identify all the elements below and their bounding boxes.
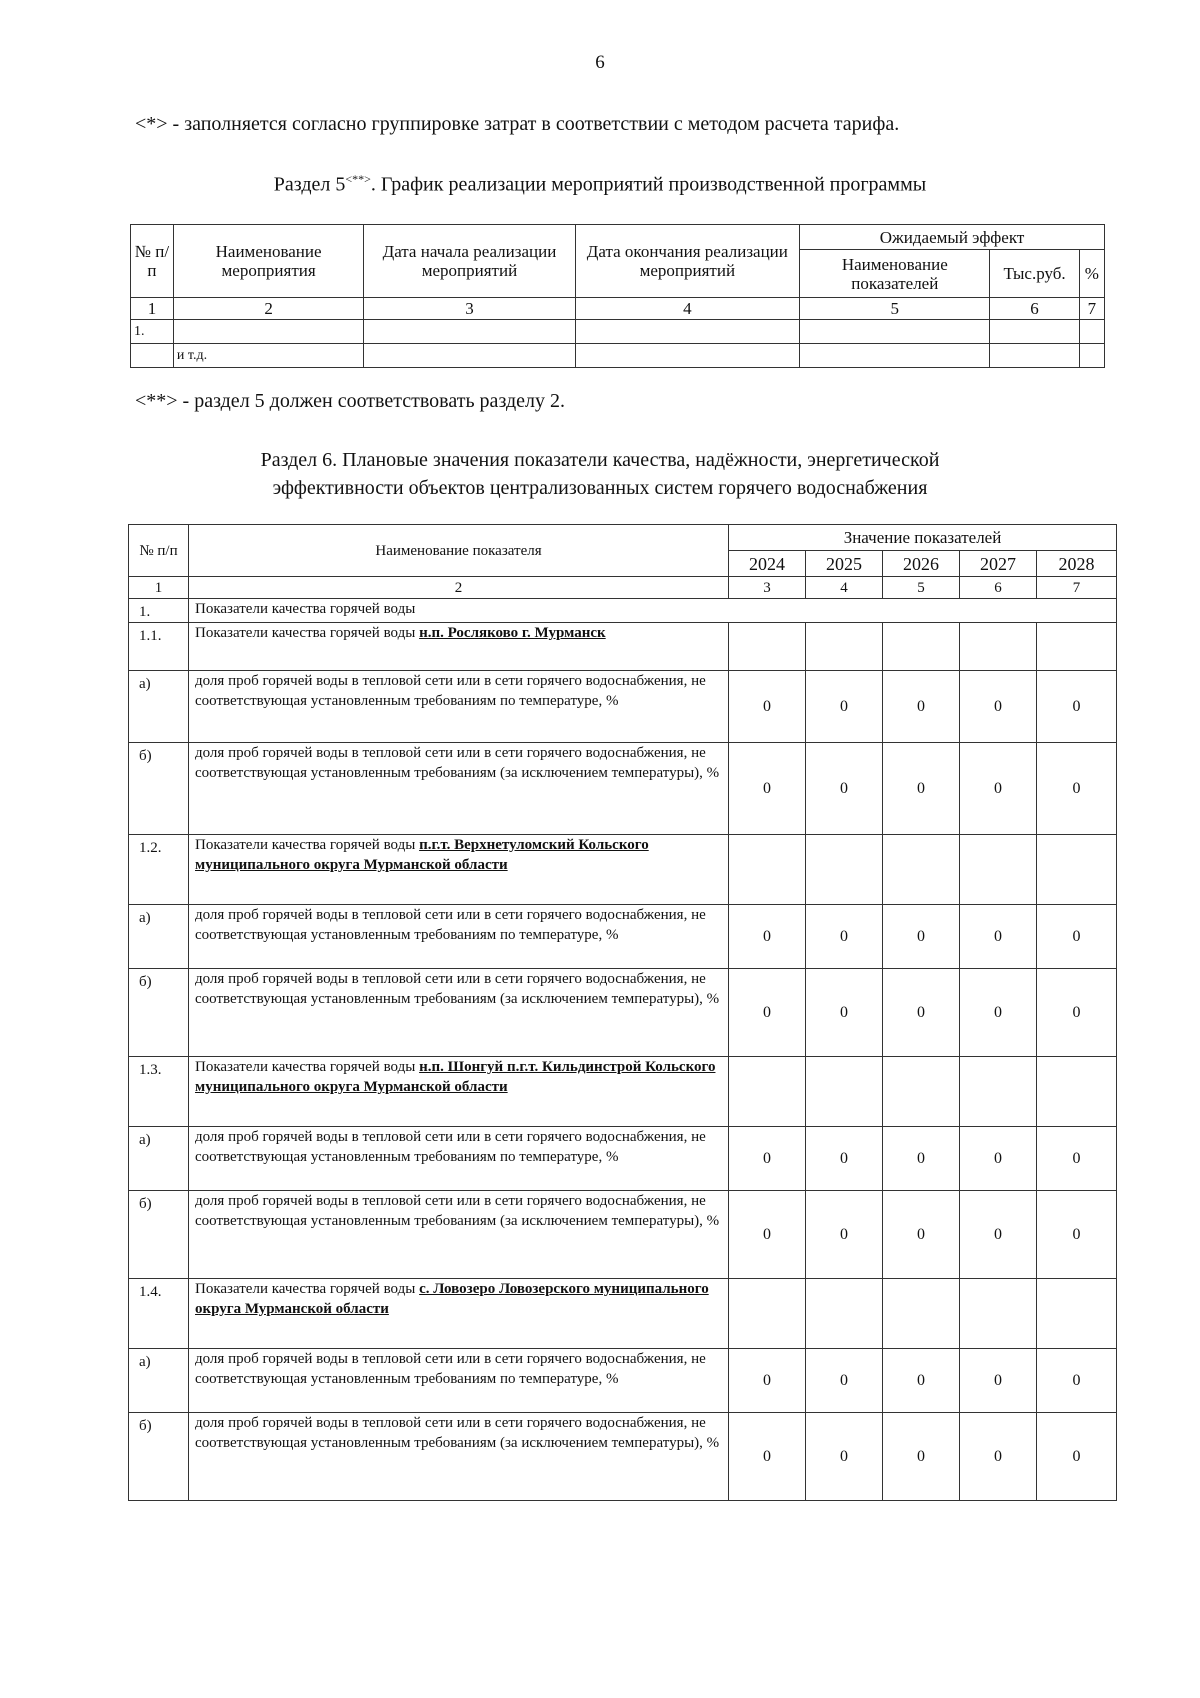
- table-row: [129, 1349, 1117, 1413]
- indicator-value: 0: [806, 671, 883, 743]
- empty-cell: [729, 623, 806, 671]
- s5-index-row: [131, 298, 1105, 320]
- table-row: [131, 344, 1105, 368]
- empty-cell: [1037, 1279, 1117, 1349]
- subgroup-place: н.п. Шонгуй п.г.т. Кильдинстрой Кольского муниципального округа Мурманской области: [195, 1059, 716, 1095]
- indicator-value: 0: [729, 1349, 806, 1413]
- s6-year: 2026: [883, 551, 960, 577]
- empty-cell: [883, 1279, 960, 1349]
- s6-index-cell: 1: [129, 577, 189, 599]
- empty-cell: [883, 623, 960, 671]
- empty-cell: [960, 1057, 1037, 1127]
- indicator-value: 0: [883, 1349, 960, 1413]
- subgroup-title: [189, 1279, 729, 1349]
- empty-cell: [806, 623, 883, 671]
- empty-cell: [1037, 623, 1117, 671]
- section5-note: <**> - раздел 5 должен соответствовать разделу 2.: [135, 390, 566, 412]
- subgroup-row: [129, 623, 1117, 671]
- subgroup-title: [189, 835, 729, 905]
- indicator-value: 0: [806, 905, 883, 969]
- s5-row-name: [173, 320, 363, 344]
- s5-row-name: и т.д.: [173, 344, 363, 368]
- s6-year: 2028: [1037, 551, 1117, 577]
- indicator-value: 0: [1037, 1127, 1117, 1191]
- indicator-value: 0: [1037, 905, 1117, 969]
- table-row: [129, 905, 1117, 969]
- s6-year: 2025: [806, 551, 883, 577]
- section5-title: [0, 172, 1200, 197]
- empty-cell: [729, 835, 806, 905]
- indicator-text: доля проб горячей воды в тепловой сети или в сети горячего водоснабжения, не соответствующая установленным требованиям (за исключением температуры), %: [189, 969, 729, 1057]
- s6-group-num: 1.: [129, 599, 189, 623]
- section6-title-line1: Раздел 6. Плановые значения показатели качества, надёжности, энергетической: [260, 449, 940, 471]
- empty-cell: [806, 1279, 883, 1349]
- s6-index-row: [129, 577, 1117, 599]
- table-row: [129, 1191, 1117, 1279]
- s6-index-cell: 7: [1037, 577, 1117, 599]
- s6-year: 2024: [729, 551, 806, 577]
- indicator-value: 0: [806, 969, 883, 1057]
- section6-table: [128, 524, 1117, 1501]
- indicator-num: а): [129, 905, 189, 969]
- indicator-value: 0: [883, 969, 960, 1057]
- s6-header-num: № п/п: [129, 525, 189, 577]
- s6-index-cell: 5: [883, 577, 960, 599]
- indicator-value: 0: [729, 1191, 806, 1279]
- indicator-num: а): [129, 671, 189, 743]
- indicator-value: 0: [960, 743, 1037, 835]
- section6-title-line2: эффективности объектов централизованных систем горячего водоснабжения: [272, 477, 928, 499]
- s5-header-indicator: Наименование показателей: [800, 250, 990, 298]
- indicator-text: доля проб горячей воды в тепловой сети или в сети горячего водоснабжения, не соответствующая установленным требованиям по температуре, %: [189, 905, 729, 969]
- indicator-num: а): [129, 1349, 189, 1413]
- section5-title-pre: Раздел 5: [273, 173, 346, 196]
- indicator-value: 0: [883, 671, 960, 743]
- indicator-value: 0: [729, 743, 806, 835]
- s5-index-cell: 6: [990, 298, 1079, 320]
- empty-cell: [960, 1279, 1037, 1349]
- indicator-value: 0: [883, 743, 960, 835]
- s5-header-name: Наименование мероприятия: [173, 225, 363, 298]
- indicator-value: 0: [729, 969, 806, 1057]
- indicator-value: 0: [960, 905, 1037, 969]
- section5-table: [130, 224, 1105, 368]
- table-row: [129, 671, 1117, 743]
- indicator-value: 0: [883, 1191, 960, 1279]
- section5-title-sup: <**>: [345, 172, 371, 186]
- subgroup-place: н.п. Росляково г. Мурманск: [419, 625, 606, 641]
- s5-header-num: № п/п: [131, 225, 174, 298]
- subgroup-place: с. Ловозеро Ловозерского муниципального округа Мурманской области: [195, 1281, 709, 1317]
- section6-title: [150, 446, 1050, 502]
- subgroup-prefix: Показатели качества горячей воды: [195, 1281, 420, 1297]
- indicator-text: доля проб горячей воды в тепловой сети или в сети горячего водоснабжения, не соответствующая установленным требованиям (за исключением температуры), %: [189, 743, 729, 835]
- indicator-value: 0: [1037, 671, 1117, 743]
- table-row: [129, 1413, 1117, 1501]
- indicator-num: а): [129, 1127, 189, 1191]
- empty-cell: [729, 1279, 806, 1349]
- indicator-value: 0: [960, 969, 1037, 1057]
- subgroup-prefix: Показатели качества горячей воды: [195, 837, 420, 853]
- s5-index-cell: 5: [800, 298, 990, 320]
- s5-header-pct: %: [1079, 250, 1104, 298]
- indicator-value: 0: [729, 1127, 806, 1191]
- s5-row-num: 1.: [131, 320, 174, 344]
- indicator-value: 0: [960, 1127, 1037, 1191]
- indicator-text: доля проб горячей воды в тепловой сети или в сети горячего водоснабжения, не соответствующая установленным требованиям по температуре, %: [189, 1127, 729, 1191]
- indicator-value: 0: [806, 1349, 883, 1413]
- empty-cell: [1037, 835, 1117, 905]
- footnote-star: <*> - заполняется согласно группировке затрат в соответствии с методом расчета тарифа.: [135, 113, 900, 135]
- s6-index-cell: 3: [729, 577, 806, 599]
- indicator-value: 0: [960, 1349, 1037, 1413]
- s5-index-cell: 1: [131, 298, 174, 320]
- indicator-value: 0: [1037, 1349, 1117, 1413]
- indicator-value: 0: [883, 905, 960, 969]
- empty-cell: [960, 623, 1037, 671]
- indicator-value: 0: [729, 1413, 806, 1501]
- table-row: [129, 743, 1117, 835]
- indicator-value: 0: [729, 671, 806, 743]
- s6-header-values: Значение показателей: [729, 525, 1117, 551]
- indicator-text: доля проб горячей воды в тепловой сети или в сети горячего водоснабжения, не соответствующая установленным требованиям по температуре, %: [189, 671, 729, 743]
- empty-cell: [883, 1057, 960, 1127]
- s6-index-cell: 6: [960, 577, 1037, 599]
- s6-header-name: Наименование показателя: [189, 525, 729, 577]
- indicator-value: 0: [960, 1413, 1037, 1501]
- empty-cell: [729, 1057, 806, 1127]
- table-row: [131, 320, 1105, 344]
- indicator-value: 0: [806, 1191, 883, 1279]
- subgroup-title: [189, 623, 729, 671]
- indicator-num: б): [129, 1413, 189, 1501]
- table-row: [129, 969, 1117, 1057]
- s5-index-cell: 7: [1079, 298, 1104, 320]
- subgroup-row: [129, 835, 1117, 905]
- indicator-value: 0: [1037, 1191, 1117, 1279]
- table-row: [129, 1127, 1117, 1191]
- subgroup-num: 1.3.: [129, 1057, 189, 1127]
- s6-group-label: Показатели качества горячей воды: [189, 599, 1117, 623]
- indicator-value: 0: [883, 1127, 960, 1191]
- s5-row-num: [131, 344, 174, 368]
- page-number: 6: [595, 52, 605, 73]
- subgroup-num: 1.1.: [129, 623, 189, 671]
- indicator-value: 0: [883, 1413, 960, 1501]
- s5-index-cell: 2: [173, 298, 363, 320]
- empty-cell: [806, 1057, 883, 1127]
- indicator-value: 0: [960, 671, 1037, 743]
- table-row: [129, 599, 1117, 623]
- indicator-value: 0: [1037, 1413, 1117, 1501]
- indicator-value: 0: [729, 905, 806, 969]
- s6-year: 2027: [960, 551, 1037, 577]
- s5-index-cell: 3: [364, 298, 575, 320]
- indicator-value: 0: [1037, 969, 1117, 1057]
- subgroup-row: [129, 1057, 1117, 1127]
- indicator-text: доля проб горячей воды в тепловой сети или в сети горячего водоснабжения, не соответствующая установленным требованиям по температуре, %: [189, 1349, 729, 1413]
- indicator-value: 0: [806, 743, 883, 835]
- subgroup-place: п.г.т. Верхнетуломский Кольского муниципального округа Мурманской области: [195, 837, 649, 873]
- s5-header-effect: Ожидаемый эффект: [800, 225, 1105, 250]
- s6-index-cell: 2: [189, 577, 729, 599]
- indicator-text: доля проб горячей воды в тепловой сети или в сети горячего водоснабжения, не соответствующая установленным требованиям (за исключением температуры), %: [189, 1413, 729, 1501]
- s6-index-cell: 4: [806, 577, 883, 599]
- s5-header-start: Дата начала реализации мероприятий: [364, 225, 575, 298]
- s5-index-cell: 4: [575, 298, 800, 320]
- empty-cell: [1037, 1057, 1117, 1127]
- s5-header-end: Дата окончания реализации мероприятий: [575, 225, 800, 298]
- indicator-text: доля проб горячей воды в тепловой сети или в сети горячего водоснабжения, не соответствующая установленным требованиям (за исключением температуры), %: [189, 1191, 729, 1279]
- empty-cell: [960, 835, 1037, 905]
- indicator-value: 0: [960, 1191, 1037, 1279]
- subgroup-row: [129, 1279, 1117, 1349]
- subgroup-prefix: Показатели качества горячей воды: [195, 625, 420, 641]
- subgroup-prefix: Показатели качества горячей воды: [195, 1059, 420, 1075]
- indicator-value: 0: [806, 1127, 883, 1191]
- indicator-value: 0: [806, 1413, 883, 1501]
- s5-header-rub: Тыс.руб.: [990, 250, 1079, 298]
- subgroup-num: 1.4.: [129, 1279, 189, 1349]
- indicator-num: б): [129, 1191, 189, 1279]
- subgroup-title: [189, 1057, 729, 1127]
- indicator-num: б): [129, 969, 189, 1057]
- section5-title-post: . График реализации мероприятий производственной программы: [370, 173, 927, 196]
- empty-cell: [883, 835, 960, 905]
- subgroup-num: 1.2.: [129, 835, 189, 905]
- indicator-value: 0: [1037, 743, 1117, 835]
- empty-cell: [806, 835, 883, 905]
- indicator-num: б): [129, 743, 189, 835]
